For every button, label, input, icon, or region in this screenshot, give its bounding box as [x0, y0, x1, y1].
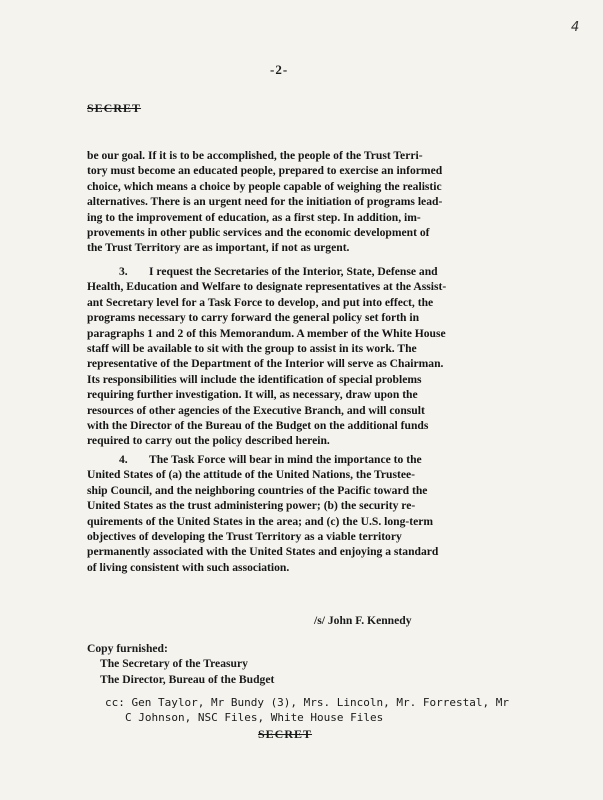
text-line: alternatives. There is an urgent need for the initiation of programs lead-	[87, 195, 443, 209]
text-line: choice, which means a choice by people capable of weighing the realistic	[87, 179, 442, 193]
classification-marking-bottom: SECRET	[258, 727, 313, 741]
signature-line: /s/ John F. Kennedy	[314, 614, 412, 627]
text-line: of living consistent with such association.	[87, 560, 290, 574]
text-line: objectives of developing the Trust Territory as a viable territory	[87, 530, 402, 544]
text-line: The Task Force will bear in mind the importance to the	[149, 453, 422, 466]
copy-furnished-block	[87, 641, 274, 687]
page-number: -2-	[270, 62, 289, 77]
text-line: ing to the improvement of education, as a first step. In addition, im-	[87, 210, 421, 224]
text-line: staff will be available to sit with the group to assist in its work. The	[87, 342, 417, 356]
classification-marking-top: SECRET	[87, 101, 142, 115]
text-line: United States of (a) the attitude of the United Nations, the Trustee-	[87, 468, 416, 482]
text-line: required to carry out the policy described herein.	[87, 434, 330, 448]
paragraph-number: 3.	[119, 265, 128, 278]
text-line: be our goal. If it is to be accomplished, the people of the Trust Terri-	[87, 149, 423, 162]
text-line: requiring further investigation. It will, as necessary, draw upon the	[87, 388, 418, 402]
text-line: with the Director of the Bureau of the Budget on the additional funds	[87, 419, 429, 433]
text-line: permanently associated with the United States and enjoying a standard	[87, 545, 439, 559]
text-line-first	[87, 264, 561, 279]
text-line: ship Council, and the neighboring countries of the Pacific toward the	[87, 483, 428, 497]
text-line: I request the Secretaries of the Interior, State, Defense and	[149, 265, 438, 278]
text-line: Its responsibilities will include the identification of special problems	[87, 372, 422, 386]
text-line-first	[87, 452, 561, 467]
text-line: representative of the Department of the Interior will serve as Chairman.	[87, 357, 444, 371]
cc-list	[105, 695, 555, 725]
copy-recipient: The Director, Bureau of the Budget	[100, 672, 275, 686]
text-line: the Trust Territory are as important, if not as urgent.	[87, 241, 350, 255]
paragraph-3	[87, 264, 561, 449]
copy-recipient: The Secretary of the Treasury	[100, 657, 248, 671]
text-line: paragraphs 1 and 2 of this Memorandum. A member of the White House	[87, 326, 446, 340]
text-line: provements in other public services and the economic development of	[87, 226, 430, 240]
text-line: ant Secretary level for a Task Force to develop, and put into effect, the	[87, 295, 434, 309]
cc-line: cc: Gen Taylor, Mr Bundy (3), Mrs. Lincoln, Mr. Forrestal, Mr	[105, 696, 509, 709]
copy-furnished-heading: Copy furnished:	[87, 642, 168, 655]
corner-page-number: 4	[571, 20, 580, 35]
cc-line: C Johnson, NSC Files, White House Files	[125, 711, 384, 724]
paragraph-continuation	[87, 148, 561, 256]
text-line: tory must become an educated people, prepared to exercise an informed	[87, 164, 443, 178]
text-line: Health, Education and Welfare to designate representatives at the Assist-	[87, 280, 447, 294]
text-line: resources of other agencies of the Executive Branch, and will consult	[87, 403, 425, 417]
paragraph-4	[87, 452, 561, 575]
paragraph-number: 4.	[119, 453, 128, 466]
text-line: United States as the trust administering power; (b) the security re-	[87, 499, 416, 513]
text-line: programs necessary to carry forward the general policy set forth in	[87, 311, 420, 325]
text-line: quirements of the United States in the area; and (c) the U.S. long-term	[87, 514, 434, 528]
